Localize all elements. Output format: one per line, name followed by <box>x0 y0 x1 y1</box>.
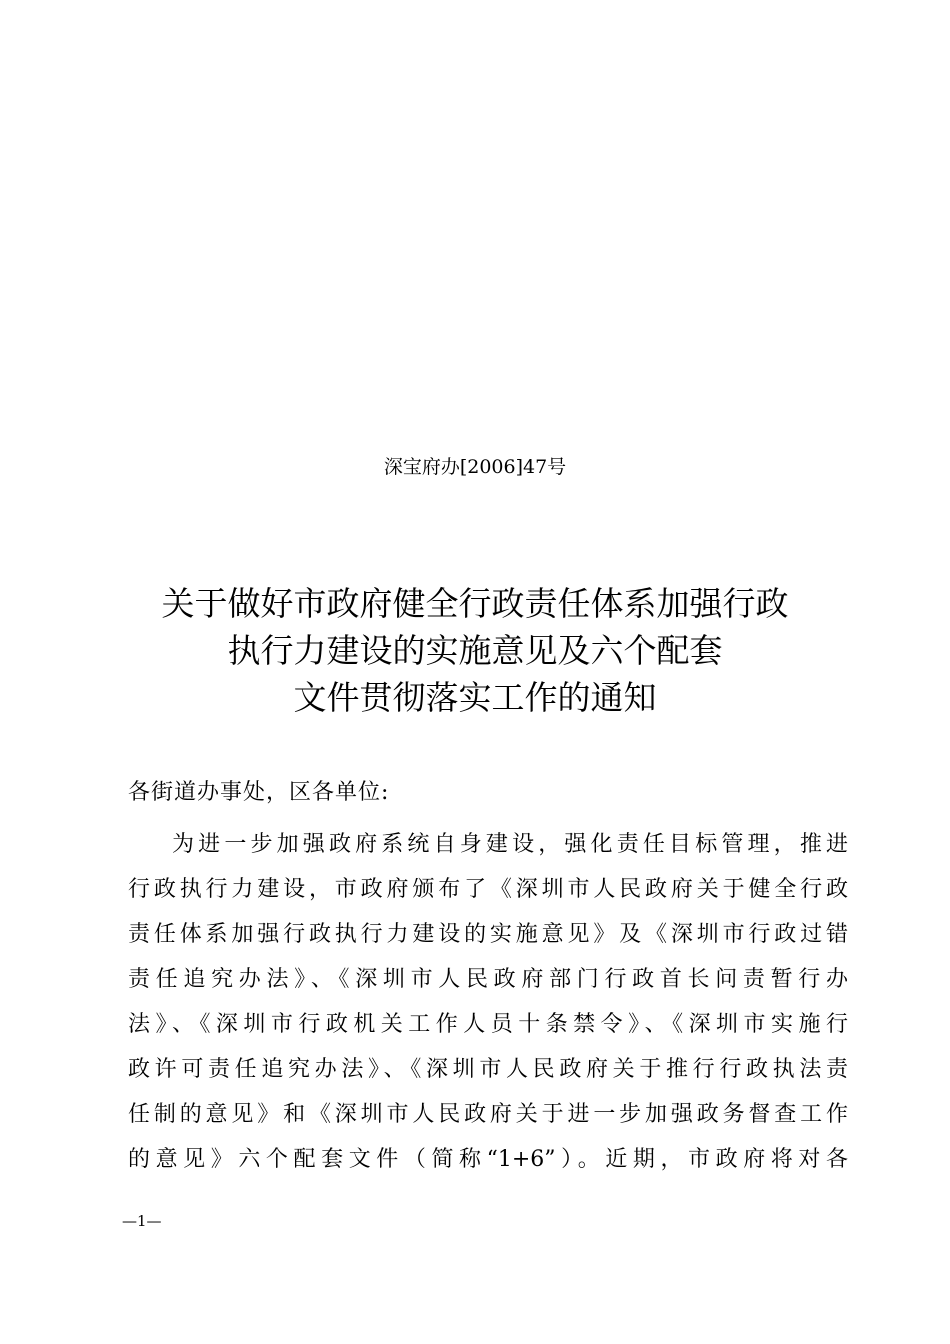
title-line: 执行力建设的实施意见及六个配套 <box>227 631 723 670</box>
body-line: 法》、《深圳市行政机关工作人员十条禁令》、《深圳市实施行 <box>128 1012 848 1037</box>
title-line: 文件贯彻落实工作的通知 <box>293 678 657 717</box>
body-line: 政许可责任追究办法》、《深圳市人民政府关于推行行政执法责 <box>128 1057 848 1082</box>
page-number: —1— <box>122 1212 162 1230</box>
body-paragraph <box>128 822 848 1182</box>
document-title <box>100 580 850 721</box>
body-line: 行政执行力建设，市政府颁布了《深圳市人民政府关于健全行政 <box>128 877 848 902</box>
salutation: 各街道办事处，区各单位: <box>128 780 390 805</box>
body-line: 的意见》六个配套文件（简称“1+6”）。近期，市政府将对各 <box>128 1147 848 1172</box>
title-line: 关于做好市政府健全行政责任体系加强行政 <box>161 584 789 623</box>
document-number: 深宝府办[2006]47号 <box>383 456 567 478</box>
body-line: 为进一步加强政府系统自身建设，强化责任目标管理，推进 <box>172 832 848 857</box>
body-line: 责任体系加强行政执行力建设的实施意见》及《深圳市行政过错 <box>128 922 848 947</box>
body-line: 任制的意见》和《深圳市人民政府关于进一步加强政务督查工作 <box>128 1102 848 1127</box>
body-line: 责任追究办法》、《深圳市人民政府部门行政首长问责暂行办 <box>128 967 848 992</box>
